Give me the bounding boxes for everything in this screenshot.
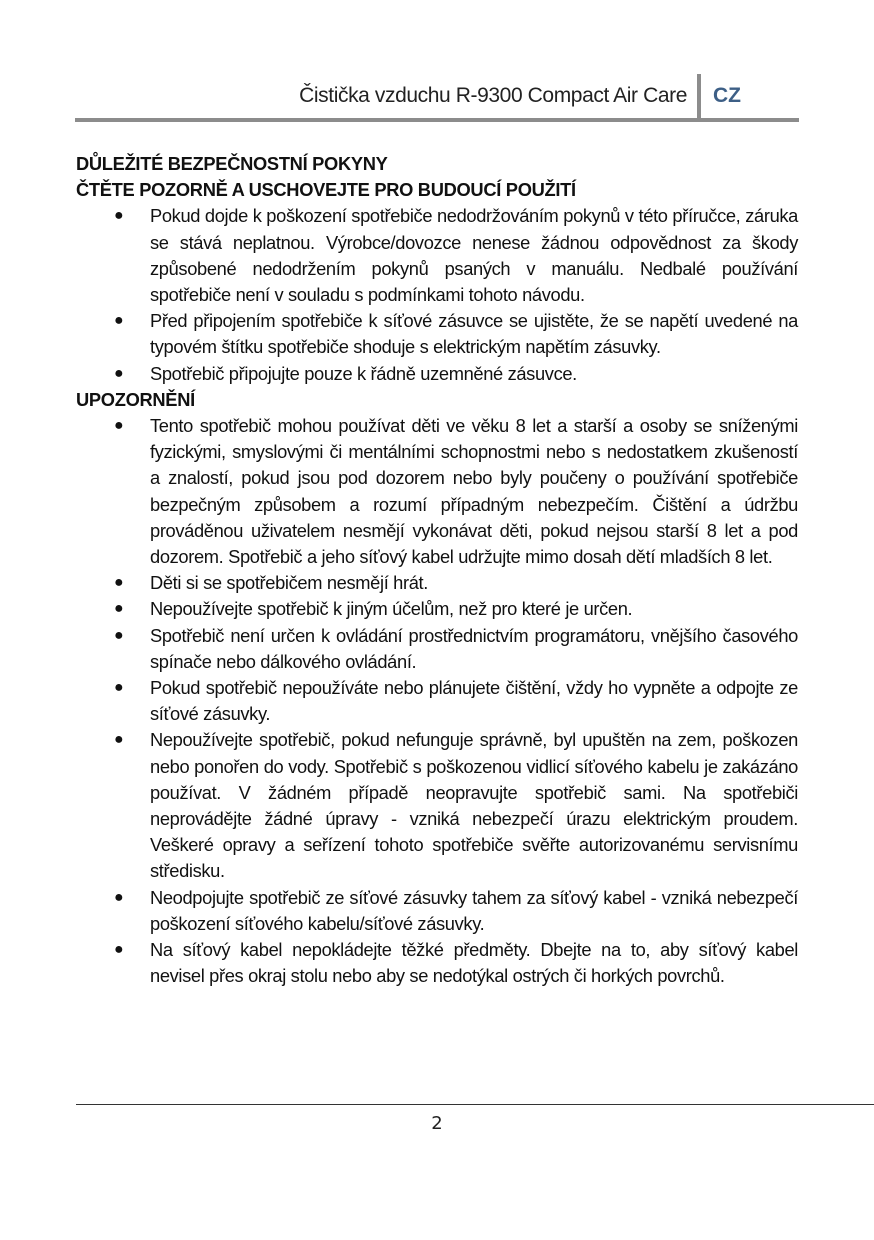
list-item-text: Na síťový kabel nepokládejte těžké předměty. Dbejte na to, aby síťový kabel nevisel přes okraj stolu nebo aby se nedotýkal ostrých či horkých povrchů. — [150, 939, 798, 987]
list-item — [76, 361, 798, 387]
bullet-icon: ● — [114, 600, 124, 618]
list-item-text: Neodpojujte spotřebič ze síťové zásuvky tahem za síťový kabel - vzniká nebezpečí poškození síťového kabelu/síťové zásuvky. — [150, 886, 798, 934]
bullet-icon: ● — [114, 941, 124, 959]
bullet-icon: ● — [114, 731, 124, 749]
bullet-icon: ● — [114, 312, 124, 330]
list-item-text: Tento spotřebič mohou používat děti ve věku 8 let a starší a osoby se sníženými fyzickými, smyslovými či mentálními schopnostmi nebo s nedostatkem zkušeností a znalostí, pokud jsou pod dozorem nebo byly poučeny o používání spotřebiče bezpečným způsobem a rozumí případným nebezpečím. Čištění a údržbu prováděnou uživatelem nesmějí vykonávat děti, pokud nejsou starší 8 let a pod dozorem. Spotřebič a jeho síťový kabel udržujte mimo dosah dětí mladších 8 let. — [150, 415, 798, 568]
list-item — [76, 885, 798, 937]
bullet-icon: ● — [114, 574, 124, 592]
list-item — [76, 623, 798, 675]
bullet-icon: ● — [114, 888, 124, 906]
page-content — [76, 151, 798, 990]
bullet-icon: ● — [114, 207, 124, 225]
language-code: CZ — [713, 84, 741, 107]
page-number: 2 — [431, 1113, 443, 1134]
list-item — [76, 937, 798, 989]
important-list — [76, 203, 798, 386]
list-item-text: Nepoužívejte spotřebič k jiným účelům, než pro které je určen. — [150, 598, 633, 620]
list-item-text: Spotřebič není určen k ovládání prostřednictvím programátoru, vnějšího časového spínače nebo dálkového ovládání. — [150, 624, 798, 672]
bullet-icon: ● — [114, 626, 124, 644]
header-rule — [75, 118, 799, 122]
list-item-text: Pokud dojde k poškození spotřebiče nedodržováním pokynů v této příručce, záruka se stává neplatnou. Výrobce/dovozce nenese žádnou odpovědnost za škody způsobené nedodržením pokynů psaných v manuálu. Nedbalé používání spotřebiče není v souladu s podmínkami tohoto návodu. — [150, 205, 798, 306]
section-heading-important: DŮLEŽITÉ BEZPEČNOSTNÍ POKYNY — [76, 153, 388, 174]
section-heading-warning: UPOZORNĚNÍ — [76, 388, 195, 410]
list-item-text: Spotřebič připojujte pouze k řádně uzemněné zásuvce. — [150, 362, 577, 384]
list-item-text: Před připojením spotřebiče k síťové zásuvce se ujistěte, že se napětí uvedené na typovém štítku spotřebiče shoduje s elektrickým napětím zásuvky. — [150, 310, 798, 358]
header-separator — [697, 74, 701, 122]
list-item — [76, 570, 798, 596]
list-item — [76, 413, 798, 570]
section-subheading-keep: ČTĚTE POZORNĚ A USCHOVEJTE PRO BUDOUCÍ POUŽITÍ — [76, 179, 576, 201]
bullet-icon: ● — [114, 679, 124, 697]
page-header — [75, 74, 799, 122]
list-item — [76, 203, 798, 308]
list-item-text: Pokud spotřebič nepoužíváte nebo plánujete čištění, vždy ho vypněte a odpojte ze síťové zásuvky. — [150, 677, 798, 725]
document-title: Čistička vzduchu R-9300 Compact Air Care — [299, 84, 687, 107]
list-item — [76, 596, 798, 622]
bullet-icon: ● — [114, 417, 124, 435]
footer-rule — [76, 1104, 874, 1105]
list-item-text: Děti si se spotřebičem nesmějí hrát. — [150, 572, 428, 594]
bullet-icon: ● — [114, 364, 124, 382]
list-item — [76, 675, 798, 727]
list-item — [76, 727, 798, 884]
list-item — [76, 308, 798, 360]
list-item-text: Nepoužívejte spotřebič, pokud nefunguje správně, byl upuštěn na zem, poškozen nebo ponořen do vody. Spotřebič s poškozenou vidlicí síťového kabelu je zakázáno používat. V žádném případě neopravujte spotřebič sami. Na spotřebiči neprovádějte žádné úpravy - vzniká nebezpečí úrazu elektrickým proudem. Veškeré opravy a seřízení tohoto spotřebiče svěřte autorizovanému servisnímu středisku. — [150, 729, 798, 882]
warning-list — [76, 413, 798, 989]
